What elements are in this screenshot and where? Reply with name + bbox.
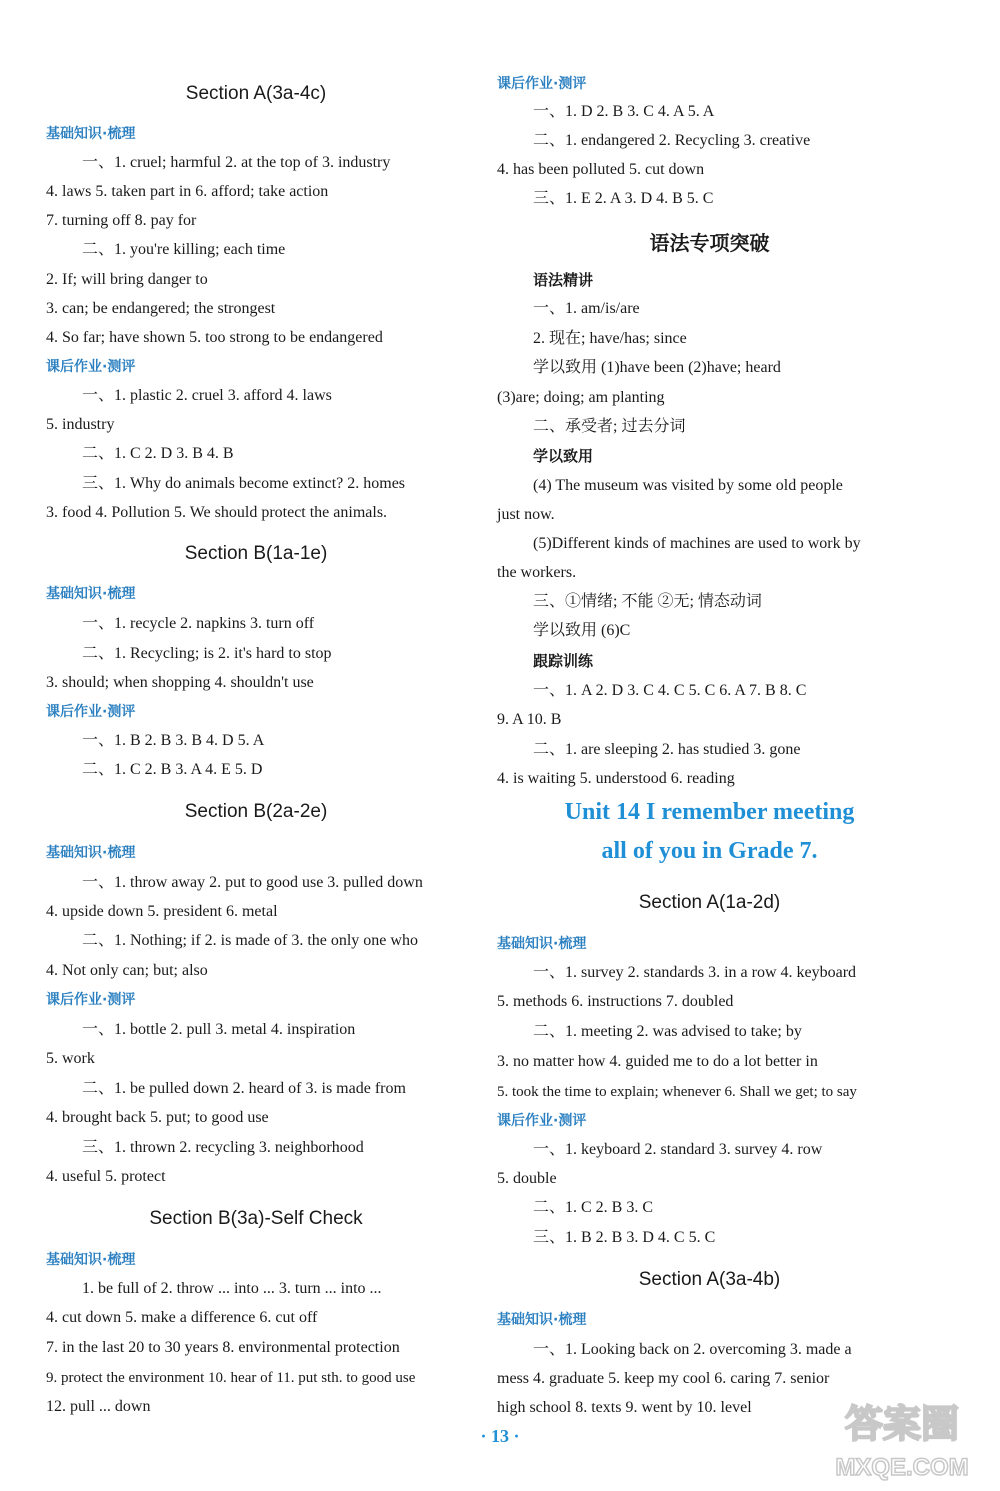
answer-line: 一、1. throw away 2. put to good use 3. pulled down bbox=[82, 874, 423, 891]
section-tag: 课后作业·测评 bbox=[46, 992, 136, 1008]
section-tag: 基础知识·梳理 bbox=[46, 126, 136, 142]
answer-line: 三、1. Why do animals become extinct? 2. homes bbox=[82, 475, 406, 492]
answer-line: 5. methods 6. instructions 7. doubled bbox=[497, 993, 734, 1010]
answer-line: 4. So far; have shown 5. too strong to be endangered bbox=[46, 329, 383, 346]
answer-line: 3. no matter how 4. guided me to do a lot better in bbox=[497, 1053, 818, 1070]
answer-line: the workers. bbox=[497, 564, 577, 581]
answer-line: 4. useful 5. protect bbox=[46, 1168, 166, 1185]
answer-line: 3. should; when shopping 4. shouldn't use bbox=[46, 674, 314, 691]
unit-title: Unit 14 I remember meeting bbox=[564, 799, 855, 825]
answer-line: 一、1. bottle 2. pull 3. metal 4. inspiration bbox=[82, 1021, 356, 1038]
answer-line: 4. is waiting 5. understood 6. reading bbox=[497, 770, 735, 787]
section-heading: Section A(1a-2d) bbox=[638, 892, 781, 913]
answer-line: 一、1. cruel; harmful 2. at the top of 3. industry bbox=[82, 154, 391, 171]
section-tag: 课后作业·测评 bbox=[46, 359, 136, 375]
answer-line: 一、1. survey 2. standards 3. in a row 4. keyboard bbox=[533, 964, 857, 981]
answer-line: 二、1. C 2. D 3. B 4. B bbox=[82, 445, 234, 462]
answer-line: 一、1. keyboard 2. standard 3. survey 4. row bbox=[533, 1141, 823, 1158]
answer-line: 3. food 4. Pollution 5. We should protect the animals. bbox=[46, 504, 388, 521]
answer-line: 5. took the time to explain; whenever 6. Shall we get; to say bbox=[497, 1084, 857, 1100]
grammar-heading: 语法专项突破 bbox=[649, 231, 770, 255]
answer-line: 一、1. A 2. D 3. C 4. C 5. C 6. A 7. B 8. C bbox=[533, 682, 807, 699]
section-heading: Section B(3a)-Self Check bbox=[149, 1208, 363, 1229]
answer-line: 4. upside down 5. president 6. metal bbox=[46, 903, 278, 920]
answer-line: 一、1. Looking back on 2. overcoming 3. made a bbox=[533, 1341, 852, 1358]
answer-line: 二、1. endangered 2. Recycling 3. creative bbox=[533, 132, 811, 149]
answer-line: 5. industry bbox=[46, 416, 115, 433]
answer-line: (5)Different kinds of machines are used to work by bbox=[533, 535, 861, 552]
answer-line: 4. Not only can; but; also bbox=[46, 962, 208, 979]
unit-title: all of you in Grade 7. bbox=[601, 838, 818, 864]
answer-line: 7. in the last 20 to 30 years 8. environmental protection bbox=[46, 1339, 400, 1356]
answer-line: 二、1. are sleeping 2. has studied 3. gone bbox=[533, 741, 801, 758]
answer-line: 一、1. recycle 2. napkins 3. turn off bbox=[82, 615, 315, 632]
answer-line: (4) The museum was visited by some old people bbox=[533, 477, 843, 494]
answer-line: 4. brought back 5. put; to good use bbox=[46, 1109, 269, 1126]
answer-line: high school 8. texts 9. went by 10. level bbox=[497, 1399, 752, 1416]
subheading: 语法精讲 bbox=[533, 271, 594, 289]
answer-line: 三、1. B 2. B 3. D 4. C 5. C bbox=[533, 1229, 716, 1246]
subheading: 跟踪训练 bbox=[533, 652, 594, 670]
section-tag: 基础知识·梳理 bbox=[46, 586, 136, 602]
answer-line: 12. pull ... down bbox=[46, 1398, 151, 1415]
answer-line: 三、1. thrown 2. recycling 3. neighborhood bbox=[82, 1139, 364, 1156]
page-number: · 13 · bbox=[480, 1426, 520, 1446]
answer-line: 二、1. you're killing; each time bbox=[82, 241, 286, 258]
answer-line: 学以致用 (1)have been (2)have; heard bbox=[533, 359, 781, 376]
answer-line: 一、1. plastic 2. cruel 3. afford 4. laws bbox=[82, 387, 332, 404]
section-heading: Section A(3a-4c) bbox=[185, 83, 327, 104]
answer-line: 2. If; will bring danger to bbox=[46, 271, 208, 288]
answer-line: 1. be full of 2. throw ... into ... 3. turn ... into ... bbox=[82, 1280, 382, 1297]
answer-line: 4. cut down 5. make a difference 6. cut off bbox=[46, 1309, 318, 1326]
answer-line: 三、1. E 2. A 3. D 4. B 5. C bbox=[533, 190, 714, 207]
section-tag: 基础知识·梳理 bbox=[46, 845, 136, 861]
watermark-top-text: 答案圈 bbox=[844, 1402, 960, 1446]
section-heading: Section B(2a-2e) bbox=[184, 801, 328, 822]
answer-line: 3. can; be endangered; the strongest bbox=[46, 300, 276, 317]
answer-line: 4. laws 5. taken part in 6. afford; take action bbox=[46, 183, 329, 200]
answer-line: 二、1. be pulled down 2. heard of 3. is made from bbox=[82, 1080, 406, 1097]
watermark-graphic bbox=[810, 1395, 995, 1485]
answer-line: 4. has been polluted 5. cut down bbox=[497, 161, 705, 178]
answer-line: 学以致用 (6)C bbox=[533, 622, 631, 639]
answer-line: 5. double bbox=[497, 1170, 557, 1187]
answer-line: 二、1. C 2. B 3. A 4. E 5. D bbox=[82, 761, 263, 778]
answer-line: 5. work bbox=[46, 1050, 95, 1067]
section-tag: 课后作业·测评 bbox=[497, 76, 587, 92]
answer-line: 二、1. Nothing; if 2. is made of 3. the only one who bbox=[82, 932, 418, 949]
answer-line: 9. A 10. B bbox=[497, 711, 562, 728]
section-tag: 课后作业·测评 bbox=[497, 1113, 587, 1129]
answer-line: just now. bbox=[497, 506, 555, 523]
section-tag: 基础知识·梳理 bbox=[497, 1312, 587, 1328]
answer-line: 7. turning off 8. pay for bbox=[46, 212, 197, 229]
answer-line: 二、1. C 2. B 3. C bbox=[533, 1199, 654, 1216]
section-tag: 基础知识·梳理 bbox=[46, 1252, 136, 1268]
answer-line: 二、承受者; 过去分词 bbox=[533, 418, 686, 435]
answer-line: 二、1. Recycling; is 2. it's hard to stop bbox=[82, 645, 332, 662]
section-tag: 课后作业·测评 bbox=[46, 704, 136, 720]
answer-line: 三、①情绪; 不能 ②无; 情态动词 bbox=[533, 593, 762, 610]
section-tag: 基础知识·梳理 bbox=[497, 936, 587, 952]
watermark-logo bbox=[810, 1395, 995, 1485]
answer-line: 9. protect the environment 10. hear of 11. put sth. to good use bbox=[46, 1370, 416, 1386]
section-heading: Section B(1a-1e) bbox=[184, 543, 328, 564]
answer-line: 一、1. B 2. B 3. B 4. D 5. A bbox=[82, 732, 265, 749]
answer-line: 2. 现在; have/has; since bbox=[533, 330, 687, 347]
answer-line: (3)are; doing; am planting bbox=[497, 389, 665, 406]
answer-line: mess 4. graduate 5. keep my cool 6. caring 7. senior bbox=[497, 1370, 830, 1387]
answer-line: 一、1. D 2. B 3. C 4. A 5. A bbox=[533, 103, 715, 120]
section-heading: Section A(3a-4b) bbox=[638, 1269, 781, 1290]
subheading: 学以致用 bbox=[533, 447, 594, 465]
answer-line: 二、1. meeting 2. was advised to take; by bbox=[533, 1023, 802, 1040]
watermark-bottom-text: MXQE.COM bbox=[835, 1454, 969, 1481]
answer-line: 一、1. am/is/are bbox=[533, 300, 640, 317]
